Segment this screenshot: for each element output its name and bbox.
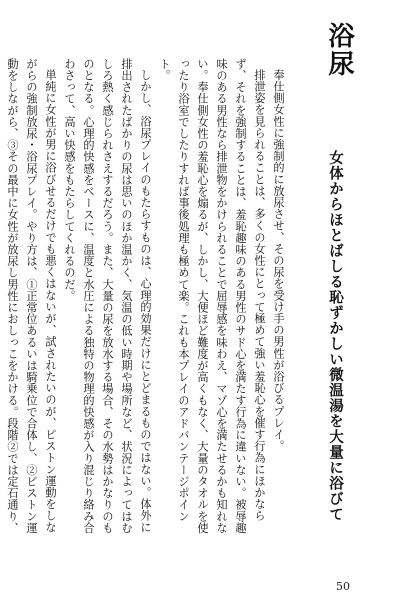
paragraph-3: しかし、浴尿プレイのもたらすものは、心理的効果だけにとどまるものではない。体外に排出されたばかりの尿は思いのほか温かく、気温の低い時期や場所など、状況によってはむしろ熱く感じられさえするだろう。また、大量の尿を放水する場合、その水勢はかなりのものとなる。心理的快感をベースに、温度と水圧による独特の物理的快感が入り混じり絡み合わさって、高い快感をもたらしてくれるのだ。 bbox=[63, 58, 152, 534]
paragraph-1: 奉仕側女性に強制的に放尿させ、その尿を受け手の男性が浴びるプレイ。 bbox=[272, 69, 285, 452]
paragraph-2: 排泄姿を見られることは、多くの女性にとって極めて強い羞恥心を催す行為にほかならず、それを強制することは、羞恥趣味のある男性のサド心を満たす行為に違いない。被辱趣味のある男性なら排泄物をかけられることで屈辱感を味わえ、マゾ心を満たせるかも知れない。奉仕側女性の羞恥心を煽るが、しかし、大便ほど難度が高くもなく、大量のタオルを使ったり浴室でしたりすれば事後処理も極めて楽。これも本プレイのアドバンテージポイント。 bbox=[158, 58, 266, 534]
body-text bbox=[6, 58, 288, 534]
page-number: 50 bbox=[336, 580, 350, 593]
paragraph-4: 単純に女性が男に浴びせるだけでも悪くはないが、試されたいのが、ピストン運動をしながらの強制放尿・浴尿プレイ。やり方は、①正常位あるいは騎乗位で合体し、②ピストン運動をしながら、③その最中に女性が放尿し男性におしっこをかける。段階②では定石通り、 bbox=[6, 58, 57, 534]
page-subtitle: 女体からほとばしる恥ずかしい微温湯を大量に浴びて bbox=[327, 150, 343, 522]
page-title: 浴尿 bbox=[324, 22, 354, 78]
